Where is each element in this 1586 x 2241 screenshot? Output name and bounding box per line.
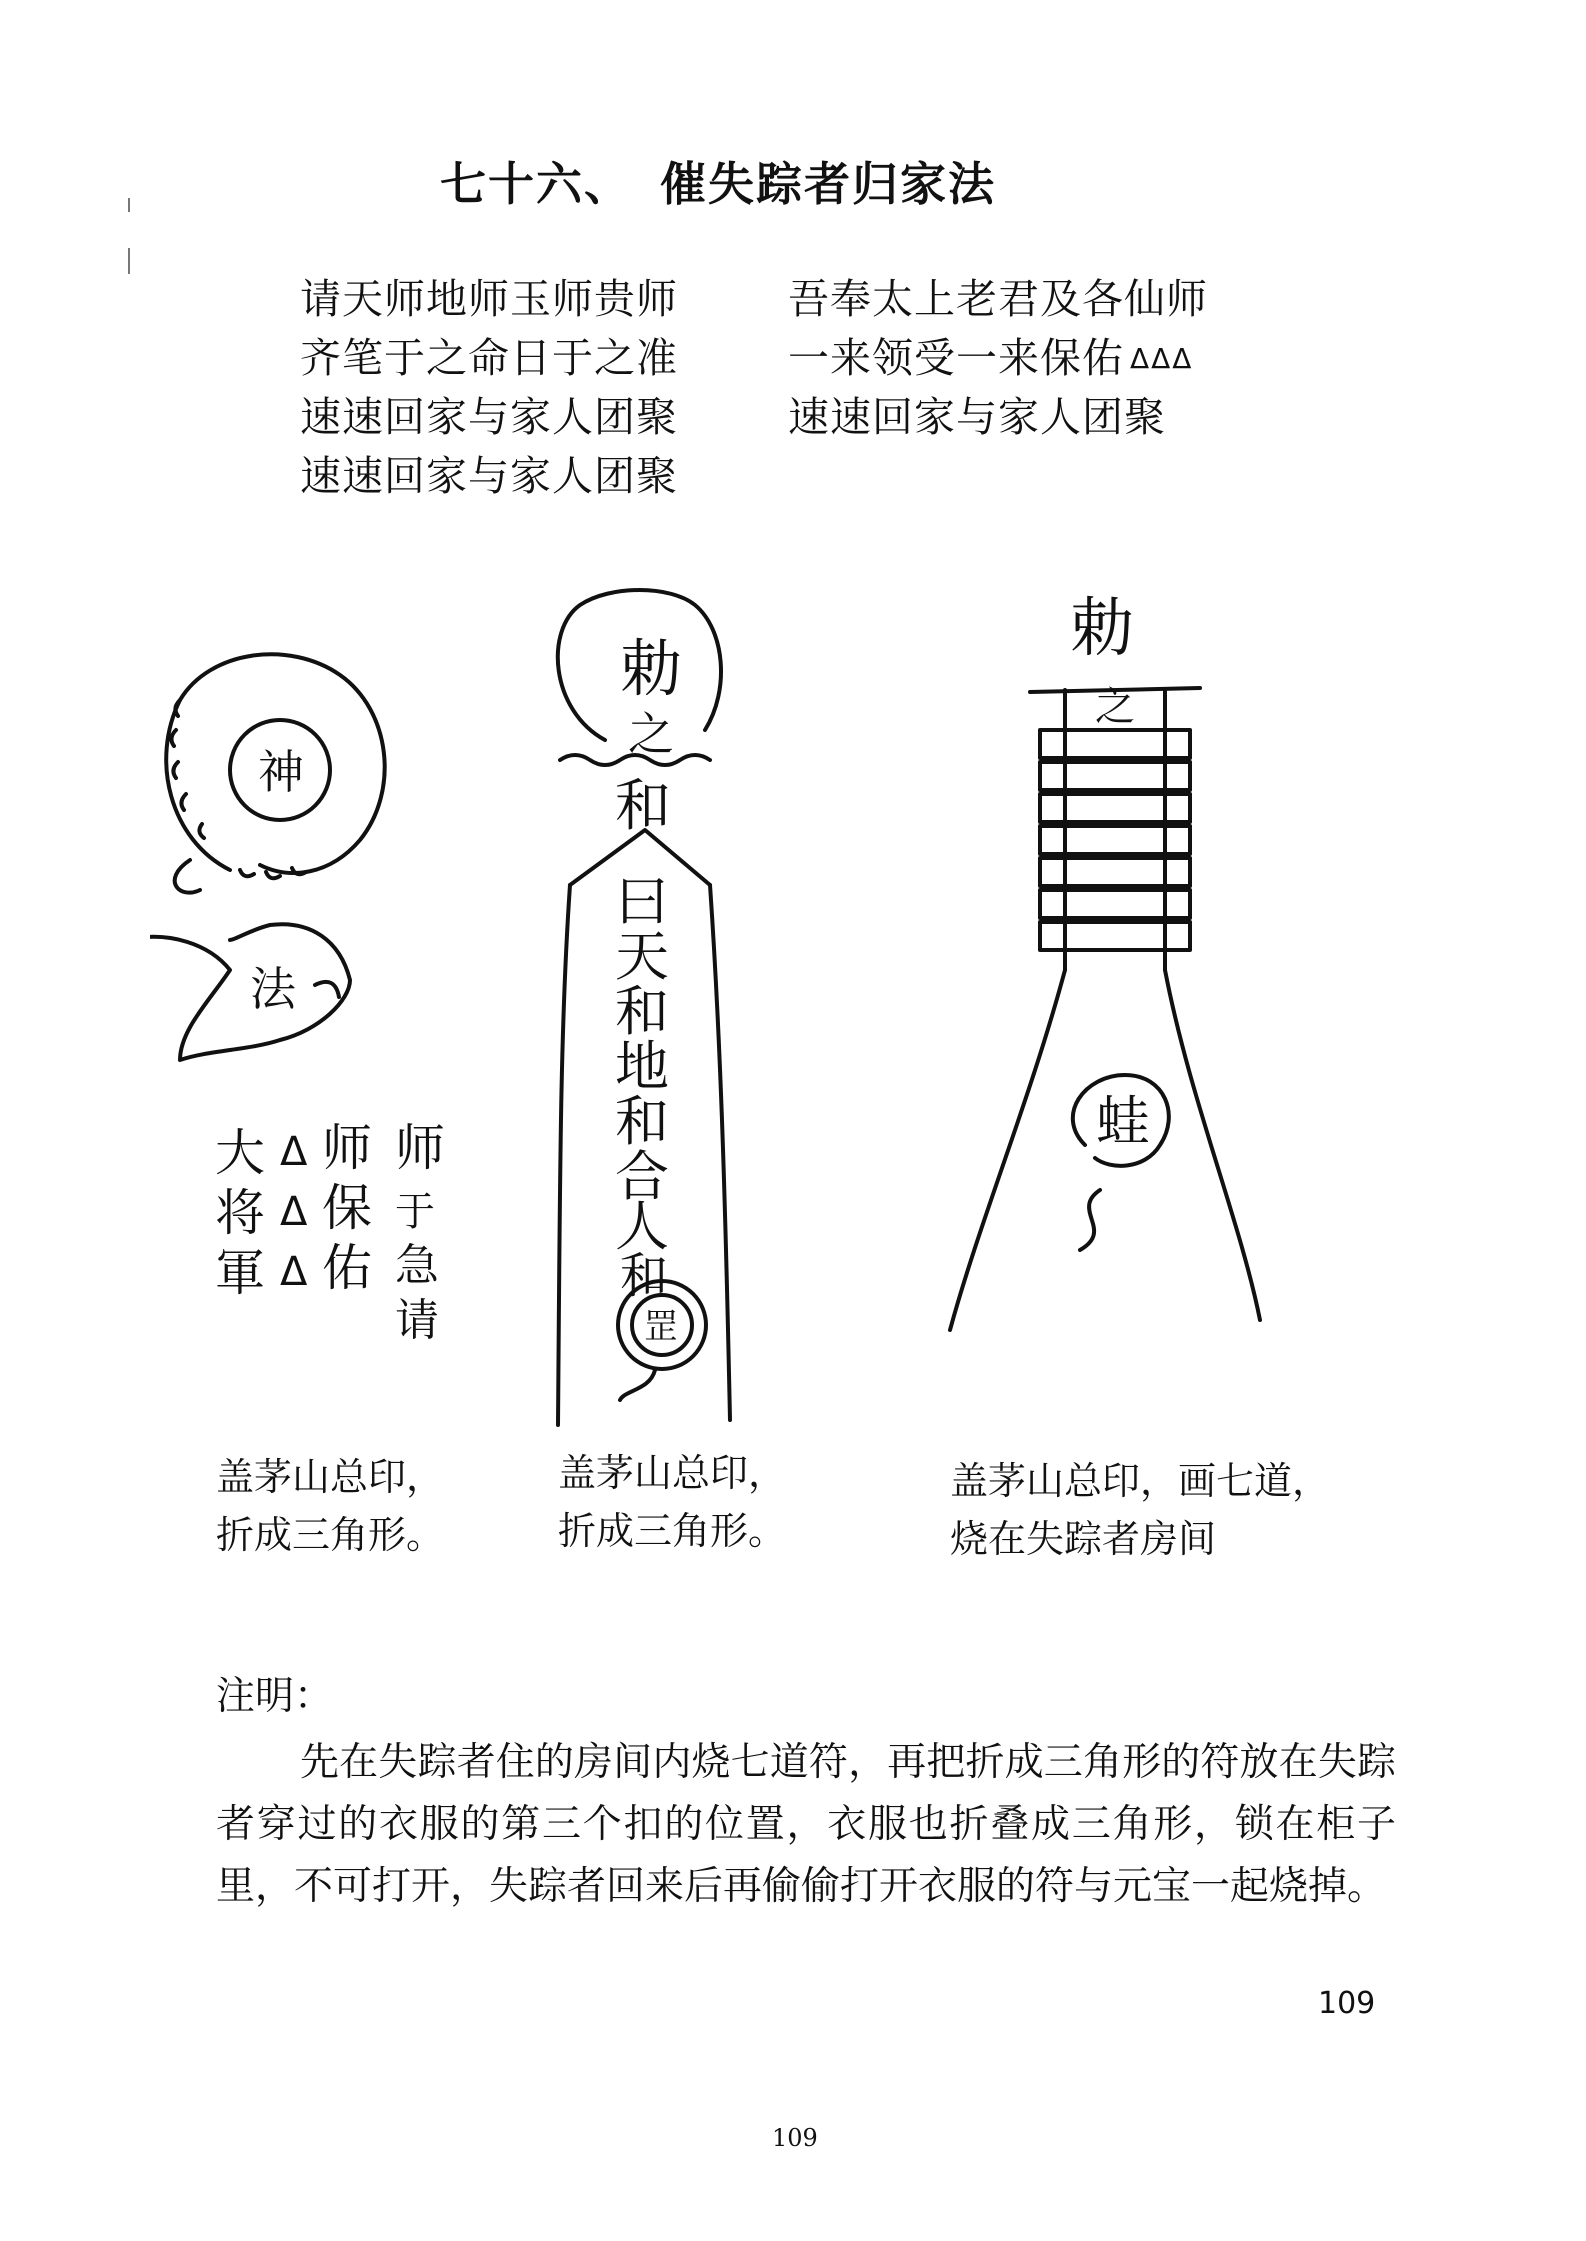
caption-line: 盖茅山总印，画七道，	[950, 1459, 1331, 1503]
talisman-3-left-flare	[950, 970, 1065, 1330]
talisman-3-bar	[1040, 826, 1190, 854]
talisman-3-bottom-char: 蛙	[1096, 1090, 1150, 1153]
chant-left-column	[300, 270, 678, 506]
notes-label: 注明：	[216, 1674, 334, 1719]
talisman-1-col-char: 佑	[322, 1239, 372, 1297]
talisman-1-col-char: 保	[322, 1179, 372, 1237]
talisman-1-cloud-curl	[315, 982, 339, 997]
talisman-3-bar	[1040, 762, 1190, 790]
talisman-3-right-flare	[1165, 970, 1260, 1320]
talisman-2-right-side	[710, 885, 730, 1420]
talisman-2-char: 勅	[620, 632, 683, 705]
talisman-3-bar	[1040, 794, 1190, 822]
margin-mark	[128, 198, 130, 212]
page-title	[440, 148, 996, 214]
talisman-2-column-char: 曰	[615, 870, 669, 933]
talisman-2-seal-char: 罡	[644, 1307, 678, 1347]
chant-line: 速速回家与家人团聚	[300, 393, 678, 441]
talisman-2-char: 和	[615, 774, 671, 839]
talisman-3-bar	[1040, 730, 1190, 758]
chant-line	[788, 329, 1208, 388]
talisman-1-col-char: 于	[395, 1189, 435, 1235]
caption-line: 盖茅山总印，	[216, 1455, 445, 1499]
talisman-1-triangle: Δ	[280, 1129, 308, 1175]
talisman-1-tail	[175, 860, 200, 893]
talisman-1-triangle: Δ	[280, 1189, 308, 1235]
talisman-2-column-char: 人	[615, 1195, 669, 1258]
talisman-3-char: 之	[1095, 684, 1135, 730]
talisman-3-char: 勅	[1070, 592, 1134, 666]
triangle-marks: ΔΔΔ	[1130, 342, 1194, 375]
talisman-1-seal-char: 神	[258, 745, 304, 799]
talisman-2-column-char: 和	[620, 1248, 669, 1304]
talisman-3	[950, 688, 1260, 1330]
talisman-2-left-side	[558, 885, 570, 1425]
talisman-1-col-char: 师	[395, 1119, 445, 1177]
talisman-3-bar	[1040, 858, 1190, 886]
chant-line-text: 一来领受一来保佑	[788, 334, 1124, 382]
talisman-2-seal-tail	[620, 1370, 655, 1400]
chant-line: 速速回家与家人团聚	[788, 393, 1166, 441]
talisman-2-column-char: 和	[615, 980, 669, 1043]
title-number: 七十六、	[440, 157, 632, 211]
talisman-1-fa-char: 法	[250, 962, 296, 1016]
talisman-3-frog-tail	[1080, 1190, 1100, 1250]
page-number-printed: 109	[772, 2124, 818, 2152]
notes-section	[216, 1666, 1396, 1918]
talisman-1-col-char: 请	[395, 1295, 439, 1346]
talisman-2-column-char: 合	[615, 1145, 669, 1208]
chant-right-column	[788, 270, 1208, 447]
margin-mark	[128, 248, 130, 274]
caption-talisman-1	[216, 1448, 444, 1564]
chant-line: 齐笔于之命日于之准	[300, 334, 678, 382]
chant-line: 请天师地师玉师贵师	[300, 275, 678, 323]
talisman-1-col-char: 軍	[215, 1244, 265, 1302]
talisman-3-bar	[1040, 922, 1190, 950]
talisman-2-column-char: 天	[615, 925, 669, 988]
title-text: 催失踪者归家法	[660, 157, 996, 211]
page-number-handwritten: 109	[1318, 1986, 1376, 2021]
talisman-1-triangle: Δ	[280, 1249, 308, 1295]
talisman-1-col-char: 急	[395, 1240, 439, 1291]
caption-line: 烧在失踪者房间	[950, 1517, 1217, 1561]
talisman-1-col-char: 大	[215, 1124, 265, 1182]
caption-line: 盖茅山总印，	[558, 1451, 787, 1495]
talisman-3-bar	[1040, 890, 1190, 918]
talisman-1-col-char: 师	[322, 1119, 372, 1177]
notes-body: 先在失踪者住的房间内烧七道符，再把折成三角形的符放在失踪者穿过的衣服的第三个扣的位置，衣服也折叠成三角形，锁在柜子里，不可打开，失踪者回来后再偷偷打开衣服的符与元宝一起烧掉。	[216, 1740, 1396, 1909]
talisman-drawings	[150, 580, 1300, 1450]
chant-line: 速速回家与家人团聚	[300, 452, 678, 500]
caption-talisman-2	[558, 1444, 786, 1560]
chant-line: 吾奉太上老君及各仙师	[788, 275, 1208, 323]
caption-talisman-3	[950, 1452, 1330, 1568]
caption-line: 折成三角形。	[558, 1509, 787, 1553]
talisman-2-column-char: 和	[615, 1090, 669, 1153]
talisman-1-col-char: 将	[215, 1184, 265, 1242]
talisman-2-char: 之	[628, 707, 674, 761]
caption-line: 折成三角形。	[216, 1513, 445, 1557]
talisman-2-column-char: 地	[615, 1035, 669, 1098]
